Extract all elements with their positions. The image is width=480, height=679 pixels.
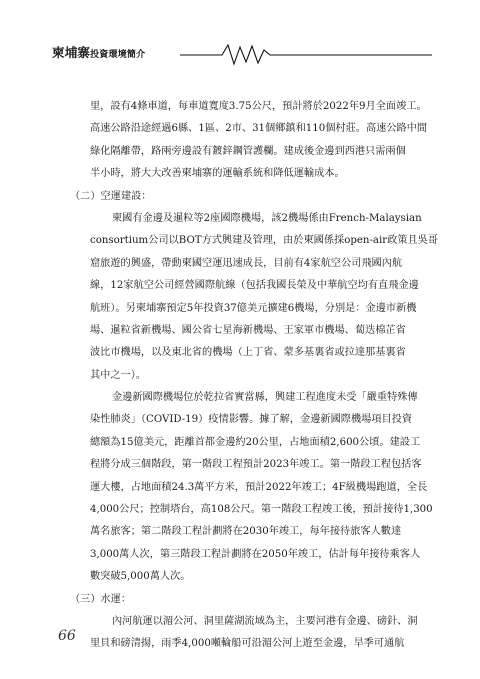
paragraph-line: 程將分成三個階段，第一階段工程預計2023年竣工。第一階段工程包括客 (90, 459, 422, 471)
paragraph-line: 內河航運以湄公河、洞里薩湖流域為主，主要河港有金邊、磅針、洞 (112, 615, 418, 627)
paragraph-line: consortium公司以BOT方式興建及管理，由於柬國係採open-air政策且吳哥 (90, 235, 439, 247)
paragraph-line: 金邊新國際機場位於乾拉省實當縣，興建工程進度未受「嚴重特殊傳 (112, 392, 418, 404)
paragraph-line: 波比市機場，以及東北省的機場（上丁省、蒙多基裏省或拉達那基裏省 (90, 347, 406, 359)
paragraph-line: 里，設有4條車道，每車道寬度3.75公尺，預計將於2022年9月全面竣工。 (90, 101, 427, 112)
header-title (52, 43, 145, 61)
paragraph-line: 萬名旅客；第二階段工程計劃將在2030年竣工，每年接待旅客人數達 (90, 526, 402, 538)
paragraph-line: 高速公路沿途經過6縣、1區、2市、31個鄉鎮和110個村莊。高速公路中間 (90, 123, 428, 135)
paragraph-line: 線，12家航空公司經營國際航線（包括我國長榮及中華航空均有直飛金邊 (90, 280, 419, 292)
paragraph-line: 半小時，將大大改善柬埔寨的運輸系統和降低運輸成本。 (90, 168, 345, 180)
paragraph-line: 總額為15億美元，距離首都金邊約20公里，占地面積2,600公頃。建設工 (90, 436, 421, 448)
section-heading: （二）空運建設： (70, 190, 152, 202)
paragraph-line: 3,000萬人次，第三階段工程計劃將在2050年竣工，估計每年接待乘客人 (90, 548, 421, 560)
paragraph-line: 數突破5,000萬人次。 (90, 571, 191, 583)
paragraph-line: 柬國有金邊及暹粒等2座國際機場，該2機場係由French-Malaysian (112, 212, 422, 224)
paragraph-line: 窟旅遊的興盛，帶動柬國空運迅速成長，目前有4家航空公司飛國內航 (90, 257, 403, 269)
paragraph-line: 染性肺炎」（COVID-19）疫情影響。據了解，金邊新國際機場項目投資 (90, 414, 413, 426)
paragraph-line: 4,000公尺；控制塔台，高108公尺。第一階段工程竣工後，預計接待1,300 (90, 504, 433, 516)
paragraph-line: 航班）。另柬埔寨預定5年投資37億美元擴建6機場，分別是：金邊市新機 (90, 302, 417, 314)
header-title-main: 柬埔寨 (52, 45, 91, 60)
paragraph-line: 運大樓，占地面積24.3萬平方米，預計2022年竣工；4F級機場跑道，全長 (90, 481, 428, 493)
section-heading: （三）水運： (70, 593, 132, 605)
paragraph-line: 其中之一）。 (90, 369, 147, 381)
running-header (52, 42, 432, 66)
paragraph-line: 場、暹粒省新機場、國公省七星海新機場、王家軍市機場、蔔迭棉芷省 (90, 324, 406, 336)
page-number: 66 (58, 628, 76, 644)
body-text (70, 96, 439, 656)
paragraph-line: 里貝和磅清揚，雨季4,000噸輪船可沿湄公河上遊至金邊，旱季可通航 (90, 638, 405, 650)
header-title-sub: 投資環境簡介 (90, 50, 146, 60)
paragraph-line: 綠化隔離帶，路兩旁邊設有鍍鋅鋼管護欄。建成後金邊到西港只需兩個 (90, 145, 406, 157)
